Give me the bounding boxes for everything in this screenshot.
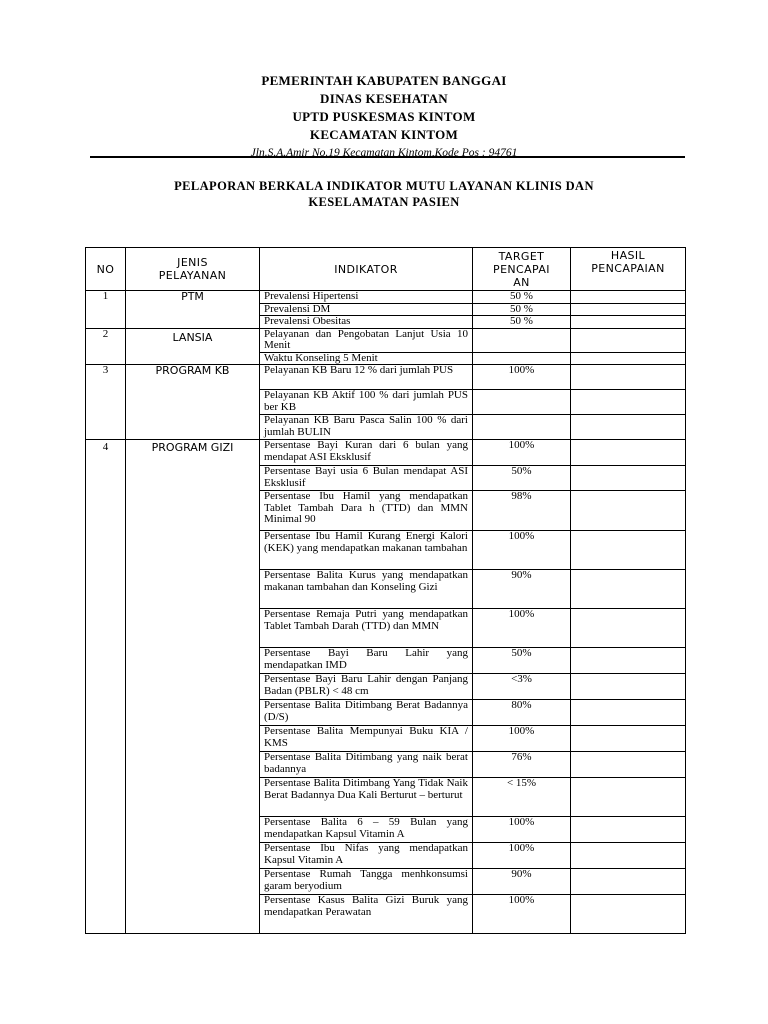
- header-no: NO: [86, 248, 126, 291]
- result-cell: [571, 440, 686, 466]
- target-cell: <3%: [473, 674, 571, 700]
- target-cell: [473, 390, 571, 415]
- indicator-cell: Waktu Konseling 5 Menit: [260, 352, 473, 365]
- result-cell: [571, 700, 686, 726]
- result-cell: [571, 869, 686, 895]
- result-cell: [571, 778, 686, 817]
- indicator-cell: Pelayanan KB Baru 12 % dari jumlah PUS: [260, 365, 473, 390]
- row-number: 3: [86, 365, 126, 440]
- result-cell: [571, 390, 686, 415]
- result-cell: [571, 491, 686, 531]
- target-cell: 100%: [473, 726, 571, 752]
- header-service-line-2: PELAYANAN: [158, 269, 227, 282]
- result-cell: [571, 365, 686, 390]
- result-cell: [571, 726, 686, 752]
- result-cell: [571, 303, 686, 316]
- target-cell: 80%: [473, 700, 571, 726]
- target-cell: 50 %: [473, 291, 571, 304]
- letterhead-government: PEMERINTAH KABUPATEN BANGGAI: [261, 73, 507, 88]
- indicator-cell: Pelayanan KB Aktif 100 % dari jumlah PUS ber KB: [260, 390, 473, 415]
- indicator-cell: Persentase Rumah Tangga menhkonsumsi garam beryodium: [260, 869, 473, 895]
- letterhead: [0, 72, 768, 161]
- target-cell: 98%: [473, 491, 571, 531]
- indicator-cell: Prevalensi Obesitas: [260, 316, 473, 329]
- result-cell: [571, 609, 686, 648]
- result-cell: [571, 352, 686, 365]
- target-cell: 50%: [473, 648, 571, 674]
- target-cell: < 15%: [473, 778, 571, 817]
- header-result-line-1: HASIL: [610, 249, 646, 262]
- header-service-line-1: JENIS: [177, 256, 208, 269]
- service-name: LANSIA: [126, 328, 260, 365]
- target-cell: 100%: [473, 817, 571, 843]
- target-cell: 90%: [473, 570, 571, 609]
- header-target: [473, 248, 571, 291]
- target-cell: [473, 352, 571, 365]
- header-indicator: INDIKATOR: [260, 248, 473, 291]
- indicator-cell: Persentase Bayi Kuran dari 6 bulan yang mendapat ASI Eksklusif: [260, 440, 473, 466]
- target-cell: 100%: [473, 365, 571, 390]
- indicator-cell: Persentase Balita Ditimbang yang naik berat badannya: [260, 752, 473, 778]
- indicator-cell: Persentase Bayi Baru Lahir dengan Panjang Badan (PBLR) < 48 cm: [260, 674, 473, 700]
- report-title-line-1: PELAPORAN BERKALA INDIKATOR MUTU LAYANAN KLINIS DAN: [174, 179, 594, 193]
- row-number: 1: [86, 291, 126, 329]
- indicator-cell: Persentase Kasus Balita Gizi Buruk yang mendapatkan Perawatan: [260, 895, 473, 934]
- table-header-row: [86, 248, 686, 291]
- table-row: [86, 291, 686, 304]
- result-cell: [571, 531, 686, 570]
- target-cell: [473, 415, 571, 440]
- header-target-line-3: AN: [513, 275, 530, 289]
- target-cell: 100%: [473, 531, 571, 570]
- indicator-cell: Persentase Balita Mempunyai Buku KIA / KMS: [260, 726, 473, 752]
- target-cell: 100%: [473, 843, 571, 869]
- indicator-cell: Persentase Balita Ditimbang Yang Tidak Naik Berat Badannya Dua Kali Berturut – berturut: [260, 778, 473, 817]
- target-cell: 100%: [473, 609, 571, 648]
- indicator-cell: Prevalensi Hipertensi: [260, 291, 473, 304]
- result-cell: [571, 316, 686, 329]
- indicator-table: [85, 247, 686, 934]
- target-cell: 76%: [473, 752, 571, 778]
- indicator-cell: Persentase Ibu Hamil yang mendapatkan Tablet Tambah Dara h (TTD) dan MMN Minimal 90: [260, 491, 473, 531]
- indicator-cell: Persentase Bayi usia 6 Bulan mendapat ASI Eksklusif: [260, 466, 473, 491]
- table-row: [86, 365, 686, 390]
- letterhead-puskesmas: UPTD PUSKESMAS KINTOM: [292, 109, 476, 124]
- service-name: PROGRAM KB: [126, 365, 260, 440]
- result-cell: [571, 674, 686, 700]
- letterhead-district: KECAMATAN KINTOM: [309, 127, 459, 142]
- indicator-cell: Persentase Balita 6 – 59 Bulan yang mendapatkan Kapsul Vitamin A: [260, 817, 473, 843]
- indicator-cell: Persentase Remaja Putri yang mendapatkan Tablet Tambah Darah (TTD) dan MMN: [260, 609, 473, 648]
- indicator-cell: Pelayanan dan Pengobatan Lanjut Usia 10 Menit: [260, 328, 473, 352]
- result-cell: [571, 817, 686, 843]
- result-cell: [571, 895, 686, 934]
- target-cell: [473, 328, 571, 352]
- result-cell: [571, 328, 686, 352]
- indicator-cell: Persentase Bayi Baru Lahir yang mendapatkan IMD: [260, 648, 473, 674]
- letterhead-divider: [90, 156, 685, 158]
- letterhead-address: Jln.S.A.Amir No.19 Kecamatan Kintom,Kode Pos : 94761: [250, 147, 518, 159]
- table-row: [86, 328, 686, 352]
- service-name: PTM: [126, 291, 260, 329]
- result-cell: [571, 291, 686, 304]
- report-title-line-2: KESELAMATAN PASIEN: [308, 195, 460, 209]
- indicator-cell: Pelayanan KB Baru Pasca Salin 100 % dari jumlah BULIN: [260, 415, 473, 440]
- target-cell: 50%: [473, 466, 571, 491]
- target-cell: 50 %: [473, 303, 571, 316]
- target-cell: 50 %: [473, 316, 571, 329]
- indicator-cell: Persentase Ibu Hamil Kurang Energi Kalori (KEK) yang mendapatkan makanan tambahan: [260, 531, 473, 570]
- indicator-cell: Prevalensi DM: [260, 303, 473, 316]
- report-title: [100, 178, 668, 210]
- letterhead-department: DINAS KESEHATAN: [320, 91, 448, 106]
- service-name: PROGRAM GIZI: [126, 440, 260, 934]
- row-number: 4: [86, 440, 126, 934]
- result-cell: [571, 752, 686, 778]
- result-cell: [571, 570, 686, 609]
- indicator-cell: Persentase Balita Kurus yang mendapatkan makanan tambahan dan Konseling Gizi: [260, 570, 473, 609]
- table-row: [86, 440, 686, 466]
- header-result: [571, 248, 686, 291]
- row-number: 2: [86, 328, 126, 365]
- indicator-cell: Persentase Balita Ditimbang Berat Badannya (D/S): [260, 700, 473, 726]
- header-target-line-2: PENCAPAI: [493, 262, 550, 276]
- result-cell: [571, 648, 686, 674]
- indicator-cell: Persentase Ibu Nifas yang mendapatkan Kapsul Vitamin A: [260, 843, 473, 869]
- target-cell: 100%: [473, 895, 571, 934]
- header-service: [126, 248, 260, 291]
- header-result-line-2: PENCAPAIAN: [591, 262, 665, 275]
- result-cell: [571, 415, 686, 440]
- target-cell: 100%: [473, 440, 571, 466]
- result-cell: [571, 843, 686, 869]
- target-cell: 90%: [473, 869, 571, 895]
- header-target-line-1: TARGET: [498, 249, 545, 263]
- result-cell: [571, 466, 686, 491]
